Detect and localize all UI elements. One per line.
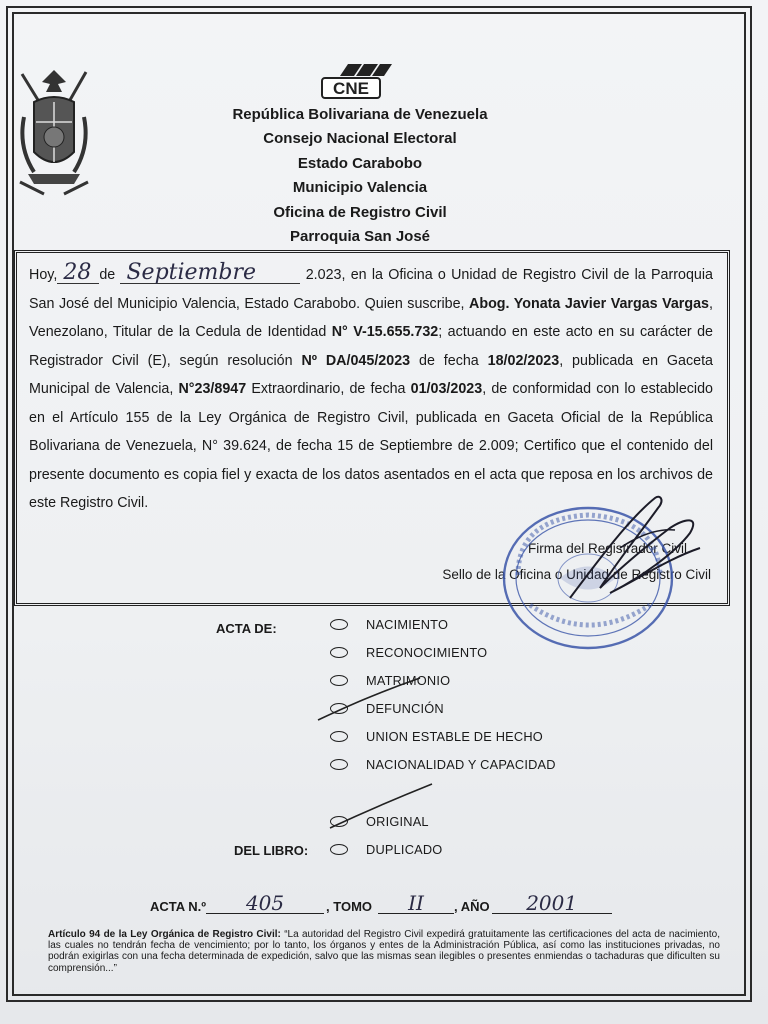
certification-text-part: Extraordinario, de fecha bbox=[246, 381, 411, 397]
option-original[interactable] bbox=[330, 814, 429, 829]
footnote-article-title: Artículo 94 de la Ley Orgánica de Registro Civil: bbox=[48, 929, 281, 940]
header-country: República Bolivariana de Venezuela bbox=[232, 106, 488, 123]
certification-text-part: , publicada en Gaceta Municipal de Valencia, bbox=[29, 352, 714, 397]
acta-type-label: ACTA DE: bbox=[216, 621, 277, 636]
header-office: Oficina de Registro Civil bbox=[273, 203, 447, 221]
radio-circle[interactable] bbox=[330, 731, 348, 742]
footnote-text: “La autoridad del Registro Civil expedirá gratuitamente las certificaciones del acta de nacimiento, las cuales no tendrán fecha de vencimiento; por lo tanto, los órganos y entes de la Administración Pública, así como las instituciones privadas, no podrán exigirlas con una fecha determinada de expedición, salvo que las mismas sean ilegibles o presentes enmiendas o tachaduras que dificulten su comprensión...” bbox=[48, 929, 720, 974]
office-seal-label: Sello de la Oficina o Unidad de Registro Civil bbox=[442, 567, 711, 582]
option-nacionalidad[interactable] bbox=[330, 757, 556, 772]
header-block bbox=[150, 103, 570, 249]
tomo-label: , TOMO bbox=[326, 899, 373, 914]
libro-label: DEL LIBRO: bbox=[234, 843, 309, 858]
cne-logo-icon bbox=[318, 62, 394, 100]
option-reconocimiento[interactable] bbox=[330, 645, 487, 660]
registrar-name: Abog. Yonata Javier Vargas Vargas bbox=[469, 295, 710, 312]
certification-text-part: ; actuando en este acto en su carácter de Registrador Civil (E), según resolución bbox=[29, 324, 714, 369]
option-label: UNION ESTABLE DE HECHO bbox=[366, 729, 543, 744]
radio-circle-checked[interactable] bbox=[330, 816, 348, 827]
gazette-date: 01/03/2023 bbox=[410, 381, 483, 397]
radio-circle[interactable] bbox=[330, 619, 348, 630]
certification-text bbox=[29, 261, 713, 518]
resolution-number: Nº DA/045/2023 bbox=[301, 352, 411, 369]
registrar-signature-icon bbox=[560, 488, 710, 608]
header-parish: Parroquia San José bbox=[289, 228, 431, 246]
ano-value[interactable]: 2001 bbox=[492, 893, 612, 914]
svg-text:CNE: CNE bbox=[333, 79, 369, 98]
option-label: ORIGINAL bbox=[366, 814, 429, 829]
registry-reference-row bbox=[150, 893, 612, 914]
handwritten-day: 28 bbox=[57, 263, 99, 284]
handwritten-month: Septiembre bbox=[120, 263, 300, 284]
coat-of-arms-icon bbox=[14, 62, 94, 202]
option-label: DEFUNCIÓN bbox=[366, 701, 444, 716]
option-union-estable[interactable] bbox=[330, 729, 543, 744]
certification-text-part: 2.023, en la Oficina o Unidad de Registro Civil de la Parroquia San José del Municipio Valencia, Estado Carabobo. Quien suscribe, bbox=[29, 267, 713, 312]
gazette-number: N°23/8947 bbox=[178, 381, 247, 397]
registrar-signature-label: Firma del Registrador Civil bbox=[527, 541, 687, 556]
option-label: DUPLICADO bbox=[366, 842, 443, 857]
option-label: NACIONALIDAD Y CAPACIDAD bbox=[366, 757, 556, 772]
option-label: NACIMIENTO bbox=[366, 617, 449, 632]
legal-footnote bbox=[48, 929, 720, 974]
registrar-id: N° V-15.655.732 bbox=[331, 324, 439, 340]
header-state: Estado Carabobo bbox=[297, 154, 423, 172]
certification-text-part: de fecha bbox=[410, 352, 488, 369]
certification-text-part: , Venezolano, Titular de la Cedula de Identidad bbox=[29, 295, 713, 340]
option-label: MATRIMONIO bbox=[366, 673, 451, 688]
option-label: RECONOCIMIENTO bbox=[366, 645, 488, 660]
radio-circle[interactable] bbox=[330, 647, 348, 658]
defuncion-check-mark-icon bbox=[314, 676, 424, 724]
ano-label: , AÑO bbox=[454, 899, 490, 914]
hoy-label: Hoy, bbox=[29, 267, 58, 283]
radio-circle[interactable] bbox=[330, 759, 348, 770]
radio-circle[interactable] bbox=[330, 844, 348, 855]
tomo-value[interactable]: II bbox=[378, 893, 454, 914]
de-label: de bbox=[99, 267, 116, 283]
option-duplicado[interactable] bbox=[330, 842, 442, 857]
header-municipality: Municipio Valencia bbox=[292, 179, 428, 197]
resolution-date: 18/02/2023 bbox=[487, 352, 560, 369]
option-nacimiento[interactable] bbox=[330, 617, 448, 632]
certification-text-part: , de conformidad con lo establecido en el Artículo 155 de la Ley Orgánica de Registro Civil, publicada en Gaceta Oficial de la República Bolivariana de Venezuela, N° 39.624, de fecha 15 de Septiembre de 2.009; Certifico que el contenido del presente documento es copia fiel y exacta de los datos asentados en el acta que reposa en los archivos de este Registro Civil. bbox=[29, 381, 713, 511]
acta-number-label: ACTA N.º bbox=[150, 899, 207, 914]
acta-number-value[interactable]: 405 bbox=[206, 893, 324, 914]
header-institution: Consejo Nacional Electoral bbox=[263, 130, 457, 148]
